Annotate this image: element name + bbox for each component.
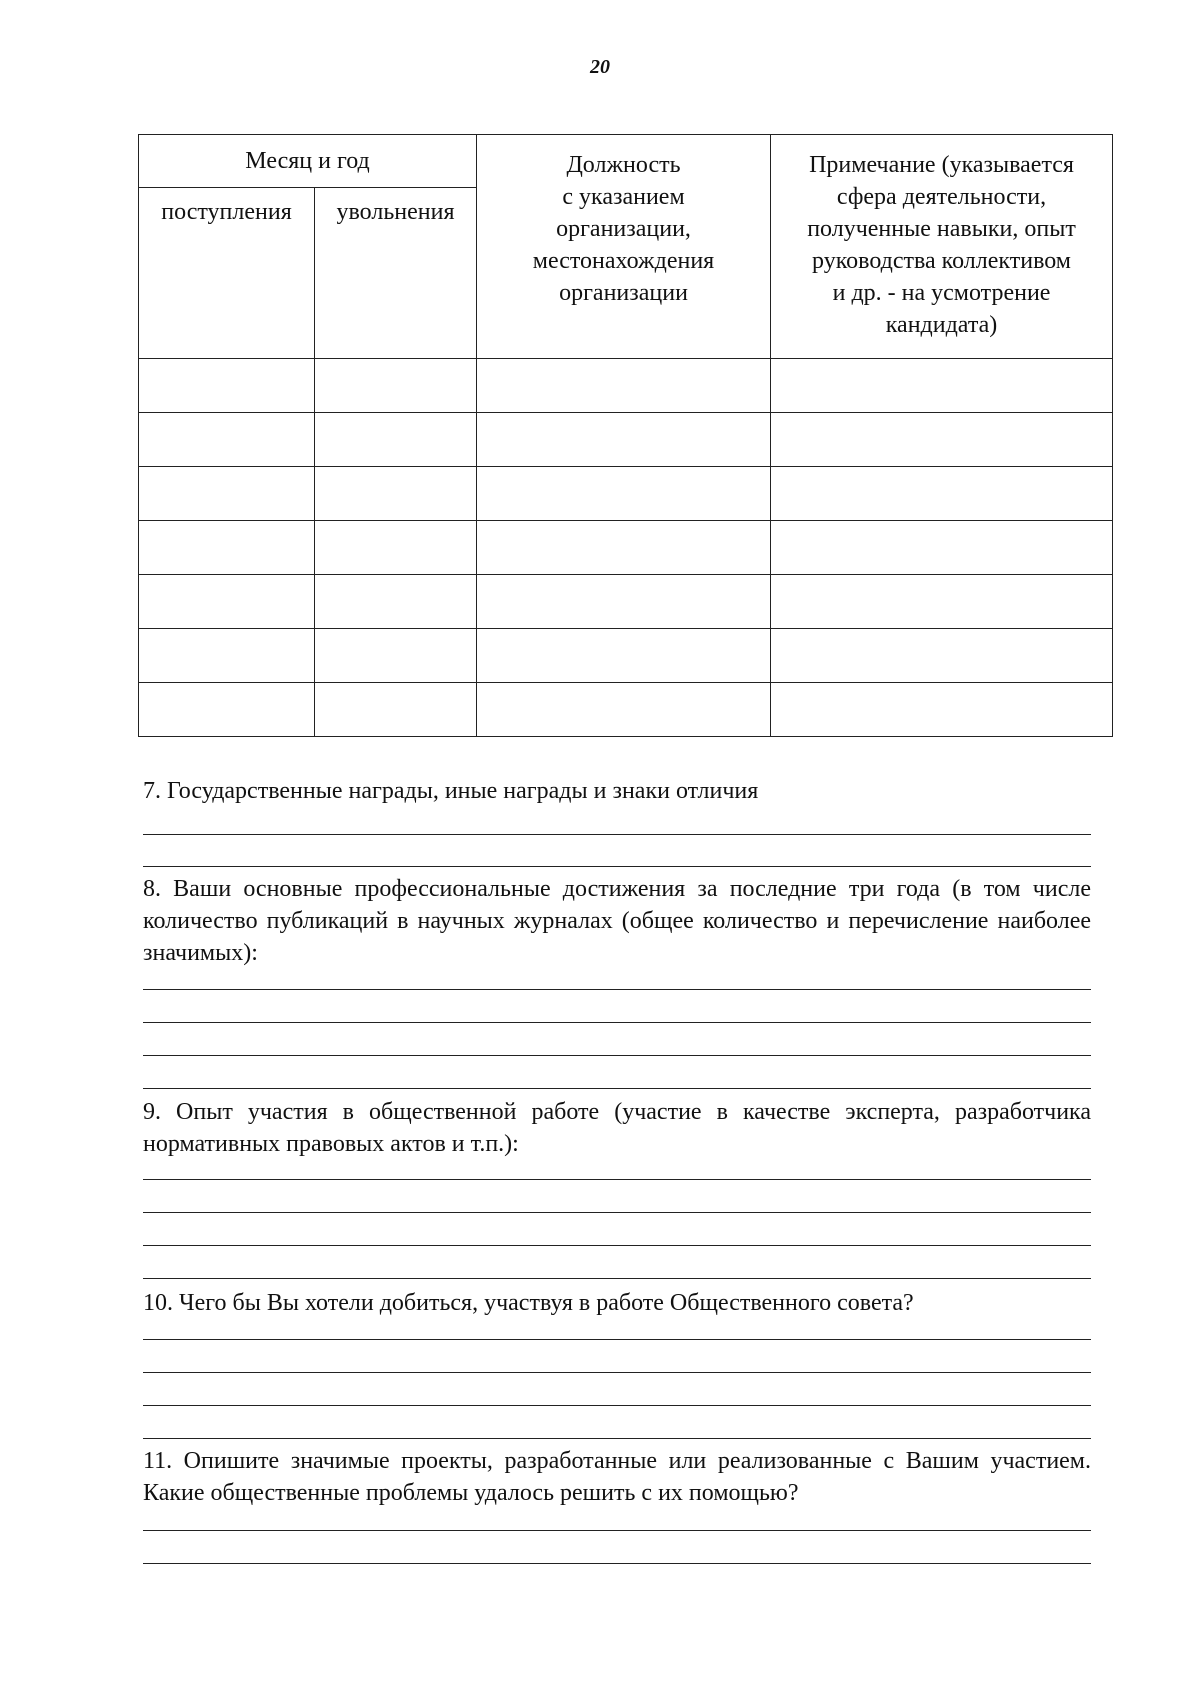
table-row: [139, 467, 1113, 521]
table-row: [139, 629, 1113, 683]
answer-line[interactable]: [143, 1438, 1091, 1439]
table-cell[interactable]: [477, 575, 771, 629]
employment-table: [138, 134, 1113, 737]
table-cell[interactable]: [771, 575, 1113, 629]
answer-line[interactable]: [143, 1530, 1091, 1531]
table-row: [139, 359, 1113, 413]
table-cell[interactable]: [315, 575, 477, 629]
table-cell[interactable]: [771, 629, 1113, 683]
position-header-line: организации,: [556, 216, 691, 242]
table-cell[interactable]: [771, 467, 1113, 521]
table-cell[interactable]: [139, 359, 315, 413]
page-number: 20: [590, 56, 610, 78]
answer-line[interactable]: [143, 1212, 1091, 1213]
table-cell[interactable]: [315, 683, 477, 737]
answer-line[interactable]: [143, 1339, 1091, 1340]
answer-line[interactable]: [143, 1245, 1091, 1246]
note-header-line: руководства коллективом: [812, 248, 1071, 274]
answer-line[interactable]: [143, 989, 1091, 990]
answer-line[interactable]: [143, 1372, 1091, 1373]
table-cell[interactable]: [477, 683, 771, 737]
note-header-line: полученные навыки, опыт: [807, 216, 1076, 242]
table-cell[interactable]: [139, 629, 315, 683]
table-cell[interactable]: [477, 629, 771, 683]
answer-line[interactable]: [143, 1022, 1091, 1023]
section-8-achievements: 8. Ваши основные профессиональные достижения за последние три года (в том числе количество публикаций в научных журналах (общее количество и перечисление наиболее значимых):: [143, 876, 1091, 966]
note-header-line: сфера деятельности,: [836, 184, 1047, 210]
table-cell[interactable]: [477, 467, 771, 521]
note-header-line: Примечание (указывается: [809, 152, 1074, 178]
answer-line[interactable]: [143, 1278, 1091, 1279]
section-9-public-work: 9. Опыт участия в общественной работе (участие в качестве эксперта, разработчика нормативных правовых актов и т.п.):: [143, 1099, 1091, 1157]
dismissal-header: увольнения: [315, 188, 477, 359]
table-cell[interactable]: [139, 575, 315, 629]
table-cell[interactable]: [139, 413, 315, 467]
table-cell[interactable]: [315, 467, 477, 521]
answer-line[interactable]: [143, 1405, 1091, 1406]
answer-line[interactable]: [143, 1179, 1091, 1180]
note-header-line: и др. - на усмотрение: [832, 280, 1051, 306]
position-header-line: Должность: [566, 152, 681, 178]
table-cell[interactable]: [771, 521, 1113, 575]
table-cell[interactable]: [315, 629, 477, 683]
table-cell[interactable]: [771, 683, 1113, 737]
table-row: [139, 683, 1113, 737]
month-year-header: Месяц и год: [139, 135, 477, 188]
answer-line[interactable]: [143, 834, 1091, 835]
answer-line[interactable]: [143, 1055, 1091, 1056]
table-cell[interactable]: [315, 413, 477, 467]
table-cell[interactable]: [771, 359, 1113, 413]
position-header: [477, 135, 771, 359]
admission-header: поступления: [139, 188, 315, 359]
table-cell[interactable]: [771, 413, 1113, 467]
table-cell[interactable]: [477, 413, 771, 467]
table-row: [139, 575, 1113, 629]
section-11-projects: 11. Опишите значимые проекты, разработанные или реализованные с Вашим участием. Какие общественные проблемы удалось решить с их помощью?: [143, 1448, 1091, 1506]
table-row: [139, 521, 1113, 575]
section-10-goals: 10. Чего бы Вы хотели добиться, участвуя в работе Общественного совета?: [143, 1290, 914, 1316]
table-cell[interactable]: [139, 467, 315, 521]
note-header-line: кандидата): [885, 312, 998, 338]
answer-line[interactable]: [143, 1563, 1091, 1564]
table-cell[interactable]: [139, 683, 315, 737]
table-cell[interactable]: [477, 359, 771, 413]
section-7-awards: 7. Государственные награды, иные награды и знаки отличия: [143, 778, 759, 804]
table-row: [139, 413, 1113, 467]
table-cell[interactable]: [139, 521, 315, 575]
table-cell[interactable]: [477, 521, 771, 575]
table-cell[interactable]: [315, 359, 477, 413]
answer-line[interactable]: [143, 866, 1091, 867]
note-header: [771, 135, 1113, 359]
position-header-line: местонахождения: [532, 248, 715, 274]
answer-line[interactable]: [143, 1088, 1091, 1089]
position-header-line: с указанием: [562, 184, 685, 210]
table-cell[interactable]: [315, 521, 477, 575]
position-header-line: организации: [559, 280, 688, 306]
